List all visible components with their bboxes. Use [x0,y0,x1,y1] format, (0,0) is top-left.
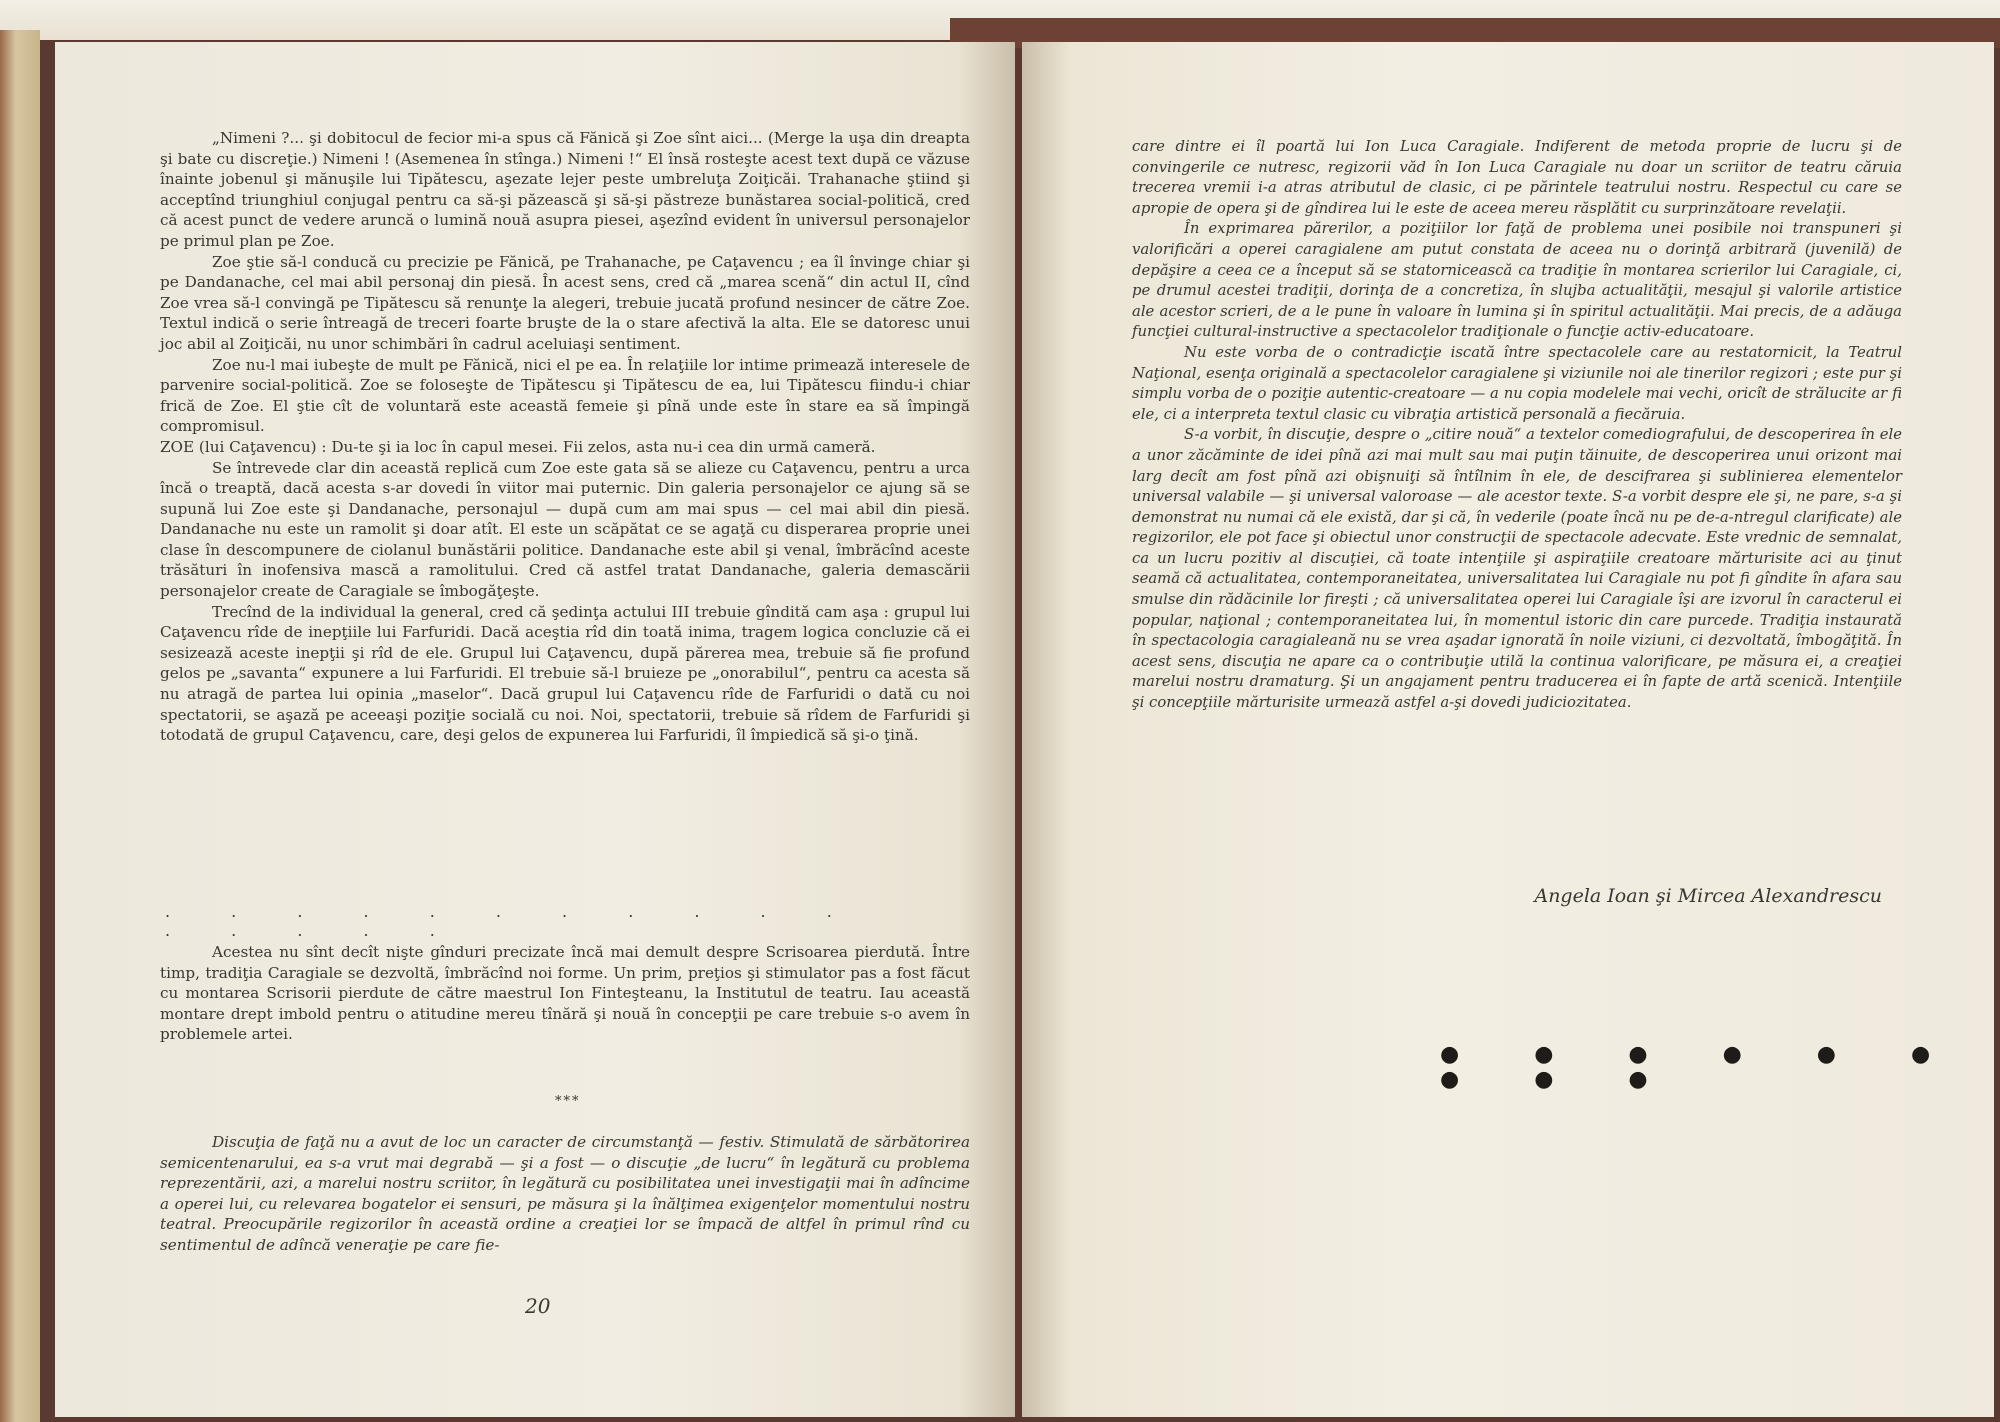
author-signature: Angela Ioan şi Mircea Alexandrescu [1534,885,1882,907]
paragraph: Se întrevede clar din această replică cum Zoe este gata să se alieze cu Caţavencu, pentru a urca încă o treaptă, dacă acesta s-ar dovedi în viitor mai puternic. Din galeria personajelor ce ajung să se supună lui Zoe este şi Dandanache, personajul — după cum am mai spus — cel mai abil din piesă. Dandanache nu este un ramolit şi doar atît. El este un scăpătat ce se agaţă cu disperarea proprie unei clase în descompunere de ciolanul bunăstării politice. Dandanache este abil şi venal, îmbrăcînd aceste trăsături în inofensiva mască a ramolitului. Cred că astfel tratat Dandanache, galeria demascării personajelor create de Caragiale se îmbogăţeşte. [160,458,970,601]
right-page [1022,42,1994,1417]
section-separator: *** [555,1094,581,1109]
left-main-text [160,128,970,746]
replica-line: ZOE (lui Caţavencu) : Du-te şi ia loc în capul mesei. Fii zelos, asta nu-i cea din urmă cameră. [160,437,876,456]
paragraph: S-a vorbit, în discuţie, despre o „citire nouă“ a textelor comediografului, de descoperirea în ele a unor zăcăminte de idei pînă azi mai mult sau mai puţin tăinuite, de descoperirea unui orizont mai larg decît am fost pînă azi obişnuiţi să întîlnim în ele, de descifrarea şi sublinierea elementelor universal valabile — şi universal valoroase — ale acestor texte. S-a vorbit despre ele şi, ne pare, s-a şi demonstrat nu numai că ele există, dar şi că, în vederile (poate încă nu pe de-a-ntregul clarificate) ale regizorilor, ele pot face şi obiectul unor construcţii de spectacole adecvate. Este vrednic de semnalat, ca un lucru pozitiv al discuţiei, că toate intenţiile şi aspiraţiile creatoare mărturisite aci au ţinut seamă că actualitatea, contemporaneitatea, universalitatea lui Caragiale nu pot fi gîndite în afara sau smulse din rădăcinile lor fireşti ; că universalitatea operei lui Caragiale îşi are izvorul în caracterul ei popular, naţional ; contemporaneitatea lui, în momentul istoric din care purcede. Tradiţia instaurată în spectacologia caragialeană nu se vrea aşadar ignorată în noile viziuni, ci dezvoltată, îmbogăţită. În acest sens, discuţia ne apare ca o contribuţie utilă la continua valorificare, pe măsura ei, a creaţiei marelui nostru dramaturg. Şi un angajament pentru traducerea ei în fapte de artă scenică. Intenţiile şi concepţiile mărturisite urmează astfel a-şi dovedi judiciozitatea. [1132,426,1902,712]
closing-paragraph-block [160,942,970,1045]
paragraph: În exprimarea părerilor, a poziţiilor lor faţă de problema unei posibile noi transpuneri şi valorificări a operei caragialene am putut constata de aceea nu o dorinţă arbitrară (juvenilă) de depăşire a ceea ce a început să se statornicească ca tradiţie în montarea scrierilor lui Caragiale, ci, pe drumul acestei tradiţii, dorinţa de a concretiza, în slujba actualităţii, mesajul şi valorile artistice ale acestor scrieri, de a le pune în valoare în lumina şi în spiritul actualităţii. Mai precis, de a adăuga funcţiei cultural-instructive a spectacolelor tradiţionale o funcţie activ-educatoare. [1132,220,1902,341]
book-spine-edge [0,30,40,1422]
left-page [55,42,1015,1417]
paragraph: Zoe nu-l mai iubeşte de mult pe Fănică, nici el pe ea. În relaţiile lor intime primează interesele de parvenire social-politică. Zoe se foloseşte de Tipătescu şi Tipătescu de ea, lui Tipătescu fiindu-i chiar frică de Zoe. El ştie cît de voluntară este această femeie şi pînă unde este în stare ea să împingă compromisul. [160,355,970,436]
paragraph: Acestea nu sînt decît nişte gînduri precizate încă mai demult despre Scrisoarea pierdută. Între timp, tradiţia Caragiale se dezvoltă, îmbrăcînd noi forme. Un prim, preţios şi stimulator pas a fost făcut cu montarea Scrisorii pierdute de către maestrul Ion Finteşteanu, la Institutul de teatru. Iau această montare drept imbold pentru o atitudine mereu tînără şi nouă în concepţii pe care trebuie s-o avem în problemele artei. [160,943,970,1044]
page-number: 20 [525,1294,551,1318]
paragraph: Trecînd de la individual la general, cred că şedinţa actului III trebuie gîndită cam aşa : grupul lui Caţavencu rîde de inepţiile lui Farfuridi. Dacă aceştia rîd din toată inima, tragem logica concluzie că ei sesizează aceste inepţii şi rîd de ele. Grupul lui Caţavencu, după părerea mea, trebuie să fie profund gelos pe „savanta“ expunere a lui Farfuridi. El trebuie să-l bruieze pe „onorabilul“, pentru ca acesta să nu atragă de partea lui opinia „maselor“. Dacă grupul lui Caţavencu rîde de Farfuridi o dată cu noi spectatorii, se aşază pe aceeaşi poziţie socială cu noi. Noi, spectatorii, trebuie să rîdem de Farfuridi şi totodată de grupul Caţavencu, care, deşi gelos de expunerea lui Farfuridi, îl împiedică să şi-o ţină. [160,602,970,745]
ellipsis-separator: . . . . . . . . . . . . . . . . [165,902,860,940]
editorial-note [160,1132,970,1256]
paragraph: Zoe ştie să-l conducă cu precizie pe Fănică, pe Trahanache, pe Caţavencu ; ea îl învinge chiar şi pe Dandanache, cel mai abil personaj din piesă. În acest sens, cred că „marea scenă“ din actul II, cînd Zoe vrea să-l convingă pe Tipătescu să renunţe la alegeri, trebuie jucată profund nesincer de către Zoe. Textul indică o serie întreagă de treceri foarte bruşte de la o stare afectivă la alta. Ele se datoresc unui joc abil al Zoiţicăi, nu unor schimbări în cadrul aceluiaşi sentiment. [160,252,970,353]
paragraph: care dintre ei îl poartă lui Ion Luca Caragiale. Indiferent de metoda proprie de lucru şi de convingerile ce nutresc, regizorii văd în Ion Luca Caragiale nu doar un scriitor de teatru căruia trecerea vremii i-a atras atributul de clasic, ci pe părintele teatrului nostru. Respectul cu care se apropie de opera şi de gîndirea lui le este de aceea mereu răsplătit cu surprinzătoare revelaţii. [1132,138,1902,217]
bullet-separator: ● ● ● ● ● ● ● ● ● [1440,1042,1965,1092]
paragraph: „Nimeni ?... şi dobitocul de fecior mi-a spus că Fănică şi Zoe sînt aici... (Merge la uşa din dreapta şi bate cu discreţie.) Nimeni ! (Asemenea în stînga.) Nimeni !“ El însă rosteşte acest text după ce văzuse înainte jobenul şi mănuşile lui Tipătescu, aşezate lejer peste umbreluţa Zoiţicăi. Trahanache ştiind şi acceptînd triunghiul conjugal pentru ca să-şi păzească şi să-şi păstreze bunăstarea social-politică, cred că acest punct de vedere aruncă o lumină nouă asupra piesei, aşezînd evident în universul personajelor pe primul plan pe Zoe. [160,129,970,250]
paragraph: Nu este vorba de o contradicţie iscată între spectacolele care au restatornicit, la Teatrul Naţional, esenţa originală a spectacolelor caragialene şi viziunile noi ale tinerilor regizori ; este pur şi simplu vorba de o poziţie autentic-creatoare — a nu copia modelele mai vechi, oricît de strălucite ar fi ele, ci a interpreta textul clasic cu vibraţia artistică personală a fiecăruia. [1132,343,1902,423]
paragraph: Discuţia de faţă nu a avut de loc un caracter de circumstanţă — festiv. Stimulată de sărbătorirea semicentenarului, ea s-a vrut mai degrabă — şi a fost — o discuţie „de lucru“ în legătură cu problema reprezentării, azi, a marelui nostru scriitor, în legătură cu posibilitatea unei investigaţii mai în adîncime a operei lui, cu relevarea bogatelor ei sensuri, pe măsura şi la înălţimea exigenţelor momentului nostru teatral. Preocupările regizorilor în această ordine a creaţiei lor se împacă de altfel în primul rînd cu sentimentul de adîncă veneraţie pe care fie- [160,1133,970,1254]
right-main-text [1132,137,1902,714]
